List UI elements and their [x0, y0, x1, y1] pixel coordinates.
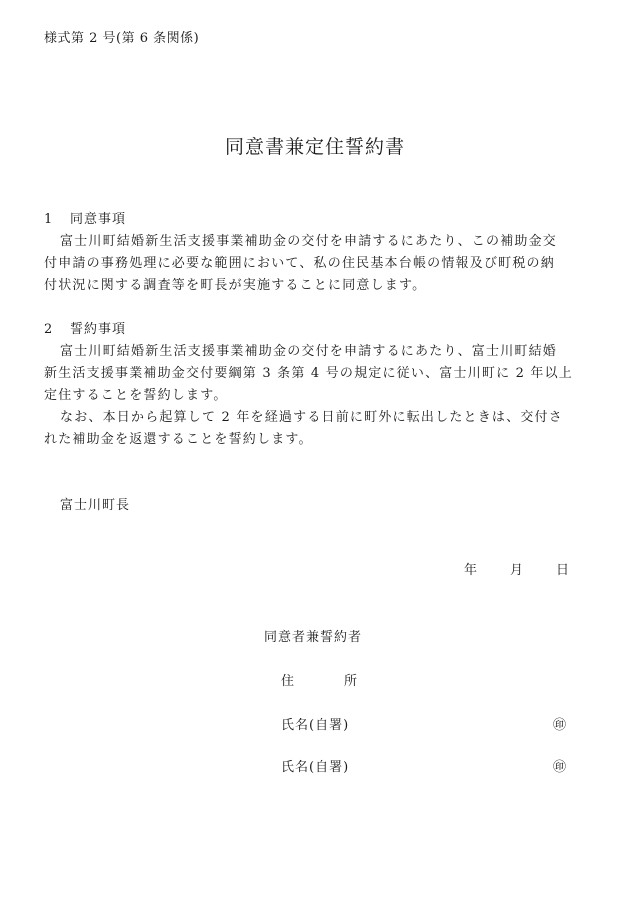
section2-heading	[44, 318, 126, 337]
section2-line: なお、本日から起算して 2 年を経過する日前に町外に転出したときは、交付さ	[60, 410, 563, 425]
section2-line: れた補助金を返還することを誓約します。	[44, 432, 313, 447]
form-number: 様式第 2 号(第 6 条関係)	[44, 31, 200, 46]
section1-number: 1	[44, 212, 54, 227]
address-label-char: 住	[281, 674, 295, 689]
section2-line: 新生活支援事業補助金交付要綱第 3 条第 4 号の規定に従い、富士川町に 2 年以上	[44, 366, 574, 381]
date-year-label: 年	[464, 563, 478, 578]
address-label	[281, 670, 357, 689]
date-month-label: 月	[510, 563, 524, 578]
section2-number: 2	[44, 322, 54, 337]
section1-line: 富士川町結婚新生活支援事業補助金の交付を申請するにあたり、この補助金交	[60, 234, 558, 249]
section1-line: 付状況に関する調査等を町長が実施することに同意します。	[44, 278, 427, 293]
name-label: 氏名(自署)	[281, 718, 350, 733]
page-title: 同意書兼定住誓約書	[224, 136, 405, 158]
section1-heading	[44, 208, 126, 227]
date-day-label: 日	[556, 563, 570, 578]
section2-heading-text: 誓約事項	[70, 322, 127, 337]
seal-mark: ㊞	[553, 718, 567, 733]
name-label: 氏名(自署)	[281, 760, 350, 775]
section1-line: 付申請の事務処理に必要な範囲において、私の住民基本台帳の情報及び町税の納	[44, 256, 555, 271]
address-label-char: 所	[344, 674, 358, 689]
section2-line: 富士川町結婚新生活支援事業補助金の交付を申請するにあたり、富士川町結婚	[60, 344, 558, 359]
addressee: 富士川町長	[60, 498, 131, 513]
signer-heading: 同意者兼誓約者	[264, 630, 363, 645]
seal-mark: ㊞	[553, 760, 567, 775]
section2-line: 定住することを誓約します。	[44, 388, 228, 403]
section1-heading-text: 同意事項	[70, 212, 127, 227]
